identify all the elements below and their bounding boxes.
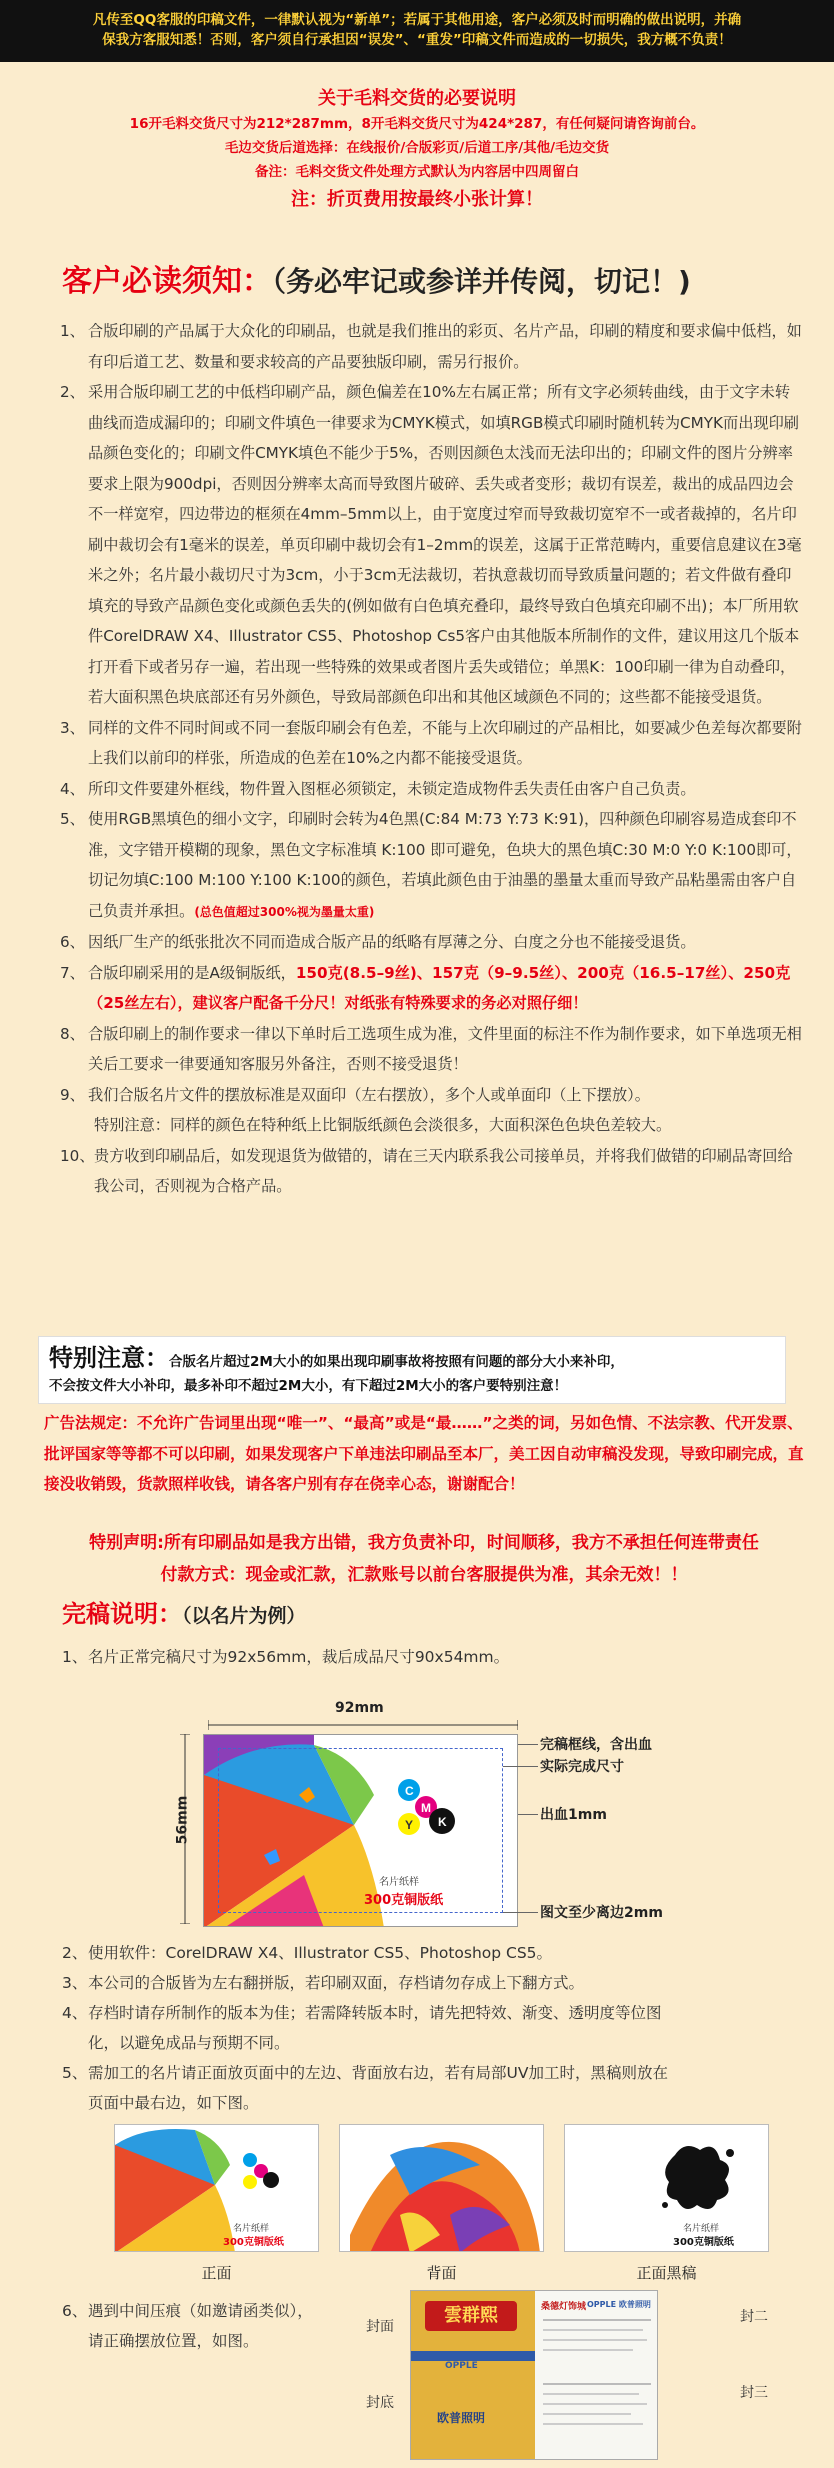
top-notice-line-1: 凡传至QQ客服的印稿文件，一律默认视为“新单”；若属于其他用途，客户必须及时而明确的做出说明，并确 [92, 12, 742, 28]
svg-text:M: M [421, 1801, 431, 1815]
svg-text:K: K [438, 1815, 447, 1829]
photo-right-brand: OPPLE 欧普照明 [587, 2300, 651, 2309]
fold-tag-cover: 封面 [366, 2319, 394, 2335]
width-dimension: 92mm [335, 1700, 384, 1716]
rule-number: 2、 [60, 383, 85, 401]
finish-size-frame [218, 1748, 503, 1913]
rule-item [60, 1141, 802, 1202]
rule-item [60, 316, 802, 377]
special-note-box [38, 1336, 786, 1404]
wool-note: 注：折页费用按最终小张计算！ [291, 189, 543, 210]
draft-item-text-cont: 页面中最右边，如下图。 [88, 2094, 259, 2112]
thumb-caption-front: 正面 [201, 2264, 232, 2282]
fold-tag-inside-back: 封三 [740, 2385, 768, 2401]
rule-emphasis: (总色值超过300%视为墨量太重) [194, 904, 375, 919]
fold-right-panel [535, 2291, 658, 2460]
rule-text: 合版印刷的产品属于大众化的印刷品，也就是我们推出的彩页、名片产品，印刷的精度和要求偏中低档，如有印后道工艺、数量和要求较高的产品要独版印刷，需另行报价。 [88, 322, 802, 371]
rule-number: 7、 [60, 963, 85, 982]
draft-item-text: 本公司的合版皆为左右翻拼版，若印刷双面，存档请勿存成上下翻方式。 [88, 1974, 585, 1992]
draft-item-text-cont: 请正确摆放位置，如图。 [88, 2332, 259, 2350]
wool-title: 关于毛料交货的必要说明 [318, 88, 516, 109]
height-dimension: 56mm [174, 1795, 191, 1845]
item-number: 2、 [62, 1944, 88, 1962]
draft-item-3 [62, 1968, 584, 1998]
ad-law-notice: 广告法规定：不允许广告词里出现“唯一”、“最高”或是“最……”之类的词，另如色情、不法宗教、代开发票、批评国家等等都不可以印刷，如果发现客户下单违法印刷品至本厂，美工因自动审稿没发现，导致印刷完成，直接没收销毁，货款照样收钱，请各客户别有存在侥幸心态，谢谢配合！ [44, 1414, 804, 1493]
leader-line [518, 1814, 538, 1815]
special-note-label: 特别注意： [49, 1344, 169, 1372]
rule-number: 1、 [60, 322, 85, 340]
rule-text: 采用合版印刷工艺的中低档印刷产品，颜色偏差在10%左右属正常；所有文字必须转曲线，由于文字未转曲线而造成漏印的；印刷文件填色一律要求为CMYK模式，如填RGB模式印刷时随机转为CMYK而出现印刷品颜色变化的；印刷文件CMYK填色不能少于5%，否则因颜色太浅而无法印出的；印刷文件的图片分辨率要求上限为900dpi，否则因分辨率太高而导致图片破碎、丢失或者变形；裁切有误差，裁出的成品四边会不一样宽窄，四边带边的框须在4mm–5mm以上，由于宽度过窄而导致裁切宽窄不一或者裁掉的，名片印刷中裁切会有1毫米的误差，单页印刷中裁切会有1–2mm的误差，这属于正常范畴内，重要信息建议在3毫米之外；名片最小裁切尺寸为3cm，小于3cm无法裁切，若执意裁切而导致质量问题的；若文件做有叠印填充的导致产品颜色变化或颜色丢失的(例如做有白色填充叠印，最终导致白色填充印刷不出)；本厂所用软件CorelDRAW X4、Illustrator CS5、Photoshop Cs5客户由其他版本所制作的文件，建议用这几个版本打开看下或者另存一遍，若出现一些特殊的效果或者图片丢失或错位；单黑K：100印刷一律为自动叠印，若大面积黑色块底部还有另外颜色，导致局部颜色印出和其他区域颜色不同的；这些都不能接受退货。 [88, 383, 802, 706]
rule-item [60, 713, 802, 774]
rule-emphasis: 150克(8.5–9丝)、157克（9–9.5丝）、200克（16.5–17丝）、250克（25丝左右），建议客户配备千分尺！对纸张有特殊要求的务必对照仔细！ [88, 963, 791, 1012]
rule-number: 5、 [60, 810, 85, 828]
rule-number: 4、 [60, 779, 85, 798]
draft-item-text: 使用软件：CorelDRAW X4、Illustrator CS5、Photoshop CS5。 [88, 1944, 553, 1962]
rule-number: 10、 [60, 1146, 95, 1165]
card-sample-label: 名片纸样 [379, 1877, 419, 1888]
item-number: 3、 [62, 1974, 88, 1992]
item-number: 6、 [62, 2302, 88, 2320]
top-notice-bar [0, 0, 834, 62]
fold-tag-back-cover: 封底 [366, 2395, 394, 2411]
draft-item-2 [62, 1938, 552, 1968]
draft-item-text: 遇到中间压痕（如邀请函类似）， [88, 2302, 313, 2320]
photo-brand: 雲群熙 [425, 2301, 517, 2331]
draft-item-text: 存档时请存所制作的版本为佳；若需降转版本时，请先把特效、渐变、透明度等位图 [88, 2004, 662, 2022]
must-read-title: 客户必读须知： [62, 264, 272, 299]
thumb-card-paper: 300克铜版纸 [223, 2237, 284, 2248]
rule-text: 我们合版名片文件的摆放标准是双面印（左右摆放），多个人或单面印（上下摆放）。 [88, 1085, 650, 1104]
leader-line [503, 1912, 538, 1913]
draft-item-1 [62, 1642, 509, 1672]
wool-line-1: 16开毛料交货尺寸为212*287mm，8开毛料交货尺寸为424*287，有任何疑问请咨询前台。 [129, 116, 705, 132]
rule-text: 合版印刷采用的是A级铜版纸， [88, 963, 296, 982]
width-dimension-line [208, 1720, 518, 1730]
draft-subtitle: （以名片为例） [182, 1605, 306, 1627]
rule-number [60, 1110, 88, 1141]
must-read-subtitle: （务必牢记或参详并传阅，切记！) [272, 265, 691, 298]
rule-item [60, 958, 802, 1019]
photo-bottom: 欧普照明 [437, 2411, 486, 2425]
rule-text: 同样的文件不同时间或不同一套版印刷会有色差，不能与上次印刷过的产品相比，如要减少色差每次都要附上我们以前印的样张，所造成的色差在10%之内都不能接受退货。 [88, 718, 802, 767]
card-paper-label: 300克铜版纸 [364, 1893, 444, 1908]
wool-line-2: 毛边交货后道选择：在线报价/合版彩页/后道工序/其他/毛边交货 [224, 140, 610, 156]
draft-heading [62, 1594, 306, 1629]
svg-text:C: C [405, 1784, 414, 1798]
fold-left-panel [411, 2291, 535, 2460]
rule-text: 使用RGB黑填色的细小文字，印刷时会转为4色黑(C:84 M:73 Y:73 K:91)，四种颜色印刷容易造成套印不准，文字错开模糊的现象，黑色文字标准填 K:100 即可避免，色块大的黑色填C:30 M:0 Y:0 K:100即可，切记勿填C:100 M:100 Y:100 K:100的颜色，若填此颜色由于油墨的墨量太重而导致产品粘墨需由客户自己负责并承担。 [88, 810, 802, 920]
rules-list [60, 316, 802, 1202]
rule-number: 8、 [60, 1024, 85, 1043]
fold-sample-photo [410, 2290, 658, 2460]
must-read-heading [62, 262, 822, 302]
rule-text: 特别注意：同样的颜色在特种纸上比铜版纸颜色会淡很多，大面积深色色块色差较大。 [94, 1116, 672, 1134]
disclaimer-line-1: 特别声明:所有印刷品如是我方出错，我方负责补印，时间顺移，我方不承担任何连带责任 [89, 1533, 759, 1553]
item-number: 5、 [62, 2064, 88, 2082]
rule-text: 贵方收到印刷品后，如发现退货为做错的，请在三天内联系我公司接单员，并将我们做错的印刷品寄回给我公司，否则视为合格产品。 [94, 1146, 793, 1195]
draft-item-5 [62, 2058, 802, 2118]
item-number: 4、 [62, 2004, 88, 2022]
rule-number: 6、 [60, 933, 85, 951]
thumb-front [114, 2124, 319, 2252]
draft-item-4 [62, 1998, 802, 2058]
thumb-card-sample: 名片纸样 [683, 2224, 720, 2234]
top-notice-line-2: 保我方客服知悉！否则，客户须自行承担因“误发”、“重发”印稿文件而造成的一切损失，我方概不负责！ [102, 32, 732, 48]
item-number: 1、 [62, 1648, 88, 1666]
rule-item [60, 804, 802, 927]
rule-text: 因纸厂生产的纸张批次不同而造成合版产品的纸略有厚薄之分、白度之分也不能接受退货。 [88, 933, 696, 951]
leader-line [518, 1744, 538, 1745]
rule-number: 9、 [60, 1085, 85, 1104]
disclaimer [44, 1527, 804, 1591]
thumb-caption-front-black: 正面黑稿 [636, 2264, 697, 2282]
fold-tag-inside-front: 封二 [740, 2309, 768, 2325]
rule-item [60, 1110, 802, 1141]
thumb-card-sample: 名片纸样 [233, 2224, 270, 2234]
svg-text:Y: Y [405, 1818, 414, 1832]
bleed-label: 出血1mm [540, 1807, 607, 1823]
rule-text: 所印文件要建外框线，物件置入图框必须锁定，未锁定造成物件丢失责任由客户自己负责。 [88, 779, 696, 798]
rule-item [60, 1019, 802, 1080]
thumb-front-black [564, 2124, 769, 2252]
thumb-card-paper: 300克铜版纸 [673, 2237, 734, 2248]
special-note-line-1: 合版名片超过2M大小的如果出现印刷事故将按照有问题的部分大小来补印， [169, 1354, 624, 1370]
wool-delivery-section [0, 86, 834, 214]
safe-margin-label: 图文至少离边2mm [540, 1905, 663, 1921]
actual-size-label: 实际完成尺寸 [540, 1759, 624, 1775]
leader-line [503, 1766, 538, 1767]
special-note-line-2: 不会按文件大小补印，最多补印不超过2M大小，有下超过2M大小的客户要特别注意！ [49, 1378, 568, 1394]
rule-item [60, 1080, 802, 1111]
rule-number: 3、 [60, 718, 85, 737]
disclaimer-line-2: 付款方式：现金或汇款，汇款账号以前台客服提供为准，其余无效！！ [160, 1565, 688, 1585]
thumb-back [339, 2124, 544, 2252]
bleed-frame-label: 完稿框线，含出血 [540, 1737, 652, 1753]
rule-item [60, 774, 802, 805]
draft-item-text: 需加工的名片请正面放页面中的左边、背面放右边，若有局部UV加工时，黑稿则放在 [88, 2064, 668, 2082]
thumb-caption-back: 背面 [426, 2264, 457, 2282]
wool-line-3: 备注：毛料交货文件处理方式默认为内容居中四周留白 [255, 164, 579, 180]
rule-text: 合版印刷上的制作要求一律以下单时后工选项生成为准，文件里面的标注不作为制作要求，如下单选项无相关后工要求一律要通知客服另外备注，否则不接受退货！ [88, 1024, 802, 1073]
photo-sub: OPPLE [445, 2361, 478, 2371]
photo-right-title: 桑德灯饰城 [541, 2302, 587, 2312]
draft-item-text-cont: 化，以避免成品与预期不同。 [88, 2034, 290, 2052]
draft-item-text: 名片正常完稿尺寸为92x56mm，裁后成品尺寸90x54mm。 [88, 1648, 510, 1666]
draft-item-6 [62, 2296, 313, 2356]
rule-item [60, 927, 802, 958]
rule-item [60, 377, 802, 713]
draft-title: 完稿说明： [62, 1600, 182, 1628]
